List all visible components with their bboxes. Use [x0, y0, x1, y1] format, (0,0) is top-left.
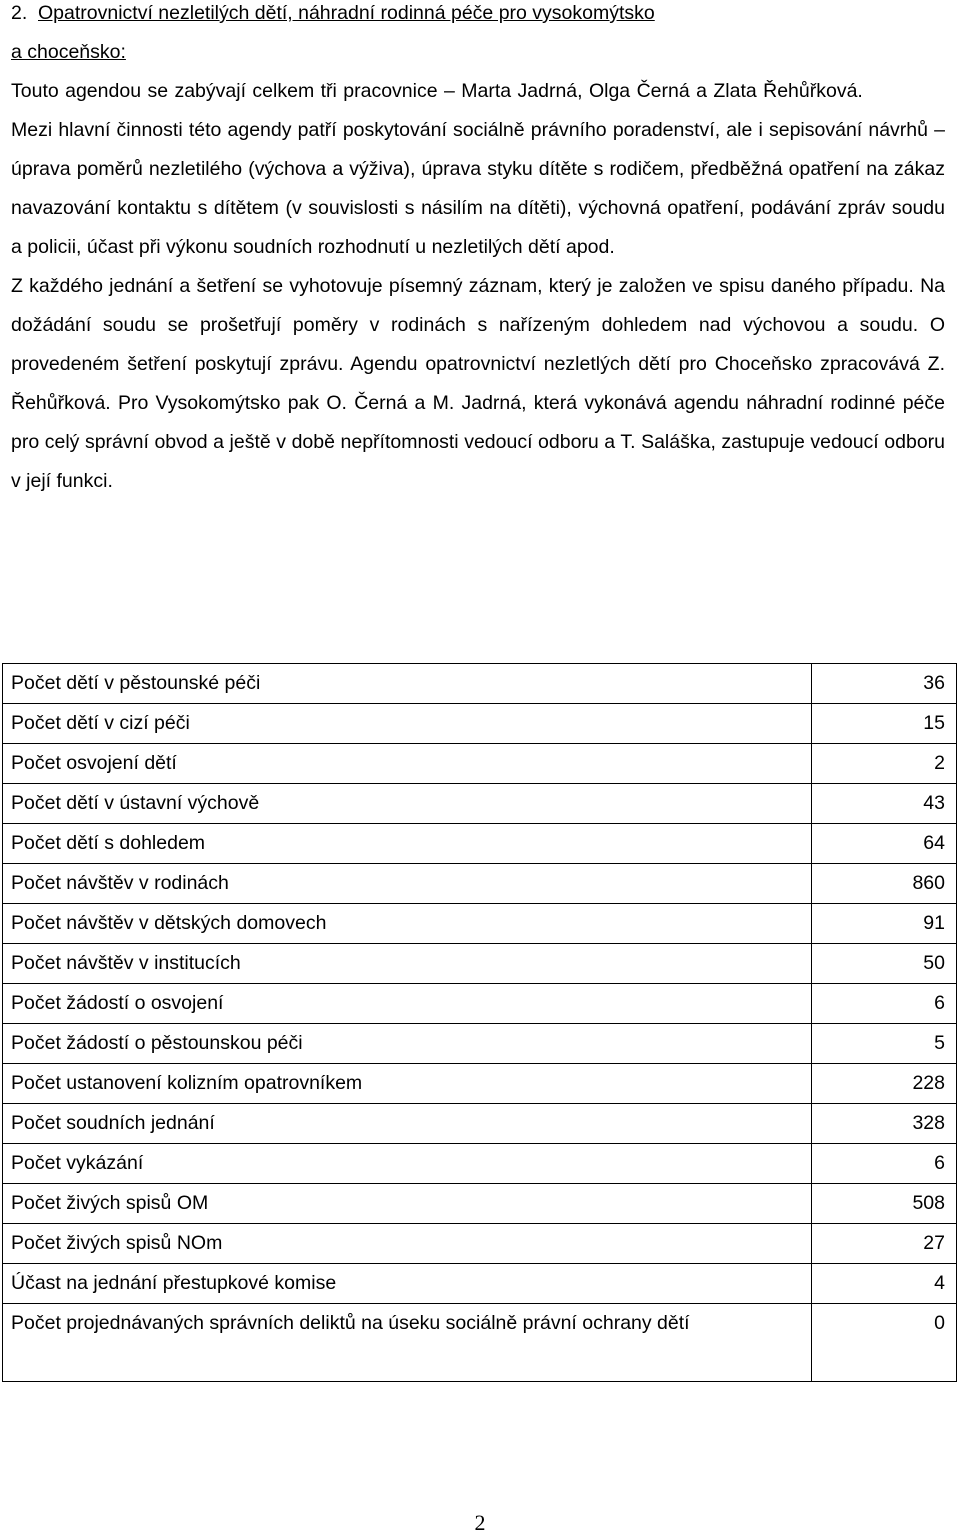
stat-label: Počet osvojení dětí [3, 744, 812, 784]
table-row [3, 1064, 957, 1104]
stat-label: Počet návštěv v institucích [3, 944, 812, 984]
paragraph-staff: Touto agendou se zabývají celkem tři pracovnice – Marta Jadrná, Olga Černá a Zlata Řehůřková. [11, 80, 863, 102]
stat-label: Počet projednávaných správních deliktů na úseku sociálně právní ochrany dětí [3, 1304, 812, 1382]
stat-label: Počet dětí v ústavní výchově [3, 784, 812, 824]
stat-value: 4 [812, 1264, 957, 1304]
stat-label: Počet dětí v cizí péči [3, 704, 812, 744]
stat-label: Počet návštěv v dětských domovech [3, 904, 812, 944]
table-row [3, 664, 957, 704]
table-row [3, 1264, 957, 1304]
stat-value: 0 [812, 1304, 957, 1382]
stat-value: 43 [812, 784, 957, 824]
stat-value: 860 [812, 864, 957, 904]
stat-label: Počet návštěv v rodinách [3, 864, 812, 904]
stat-label: Počet živých spisů NOm [3, 1224, 812, 1264]
page-number: 2 [474, 1510, 486, 1535]
table-row [3, 1184, 957, 1224]
stat-value: 50 [812, 944, 957, 984]
stat-value: 36 [812, 664, 957, 704]
table-row [3, 984, 957, 1024]
stat-label: Počet vykázání [3, 1144, 812, 1184]
stat-label: Počet dětí s dohledem [3, 824, 812, 864]
paragraph-records: Z každého jednání a šetření se vyhotovuje písemný záznam, který je založen ve spisu daného případu. Na dožádání soudu se prošetřují poměry v rodinách s nařízeným dohledem nad výchovou a soudu. O provedeném šetření poskytují zprávu. Agendu opatrovnictví nezletlých dětí pro Choceňsko zpracovává Z. Řehůřková. Pro Vysokomýtsko pak O. Černá a M. Jadrná, která vykonává agendu náhradní rodinné péče pro celý správní obvod a ještě v době nepřítomnosti vedoucí odboru a T. Saláška, zastupuje vedoucí odboru v její funkci. [11, 275, 945, 492]
table-row [3, 744, 957, 784]
table-row [3, 1104, 957, 1144]
table-row [3, 704, 957, 744]
stat-value: 228 [812, 1064, 957, 1104]
section-heading [11, 0, 945, 72]
paragraph-activities: Mezi hlavní činnosti této agendy patří poskytování sociálně právního poradenství, ale i sepisování návrhů – úprava poměrů nezletilého (výchova a výživa), úprava styku dítěte s rodičem, předběžná opatření na zákaz navazování kontaktu s dítětem (v souvislosti s násilím na dítěti), výchovná opatření, podávání zpráv soudu a policii, účast při výkonu soudních rozhodnutí u nezletilých dětí apod. [11, 119, 945, 258]
section-title-line1: Opatrovnictví nezletilých dětí, náhradní rodinná péče pro vysokomýtsko [38, 2, 655, 24]
stat-value: 328 [812, 1104, 957, 1144]
stat-value: 2 [812, 744, 957, 784]
stat-value: 5 [812, 1024, 957, 1064]
table-row [3, 1024, 957, 1064]
stat-value: 27 [812, 1224, 957, 1264]
stat-label: Počet ustanovení kolizním opatrovníkem [3, 1064, 812, 1104]
stat-value: 15 [812, 704, 957, 744]
stat-label: Počet soudních jednání [3, 1104, 812, 1144]
table-row [3, 1304, 957, 1382]
table-row [3, 1224, 957, 1264]
statistics-table [2, 663, 957, 1382]
stat-label: Počet živých spisů OM [3, 1184, 812, 1224]
table-row [3, 1144, 957, 1184]
stat-value: 6 [812, 984, 957, 1024]
stat-label: Počet dětí v pěstounské péči [3, 664, 812, 704]
stat-label: Počet žádostí o pěstounskou péči [3, 1024, 812, 1064]
table-row [3, 824, 957, 864]
stat-value: 508 [812, 1184, 957, 1224]
stat-value: 91 [812, 904, 957, 944]
stat-value: 6 [812, 1144, 957, 1184]
statistics-table-body [3, 664, 957, 1382]
document-page [11, 0, 945, 501]
section-title-line2: a choceňsko: [11, 41, 126, 63]
stat-value: 64 [812, 824, 957, 864]
table-row [3, 904, 957, 944]
section-number: 2. [11, 2, 28, 24]
table-row [3, 864, 957, 904]
table-row [3, 944, 957, 984]
stat-label: Počet žádostí o osvojení [3, 984, 812, 1024]
stat-label: Účast na jednání přestupkové komise [3, 1264, 812, 1304]
table-row [3, 784, 957, 824]
